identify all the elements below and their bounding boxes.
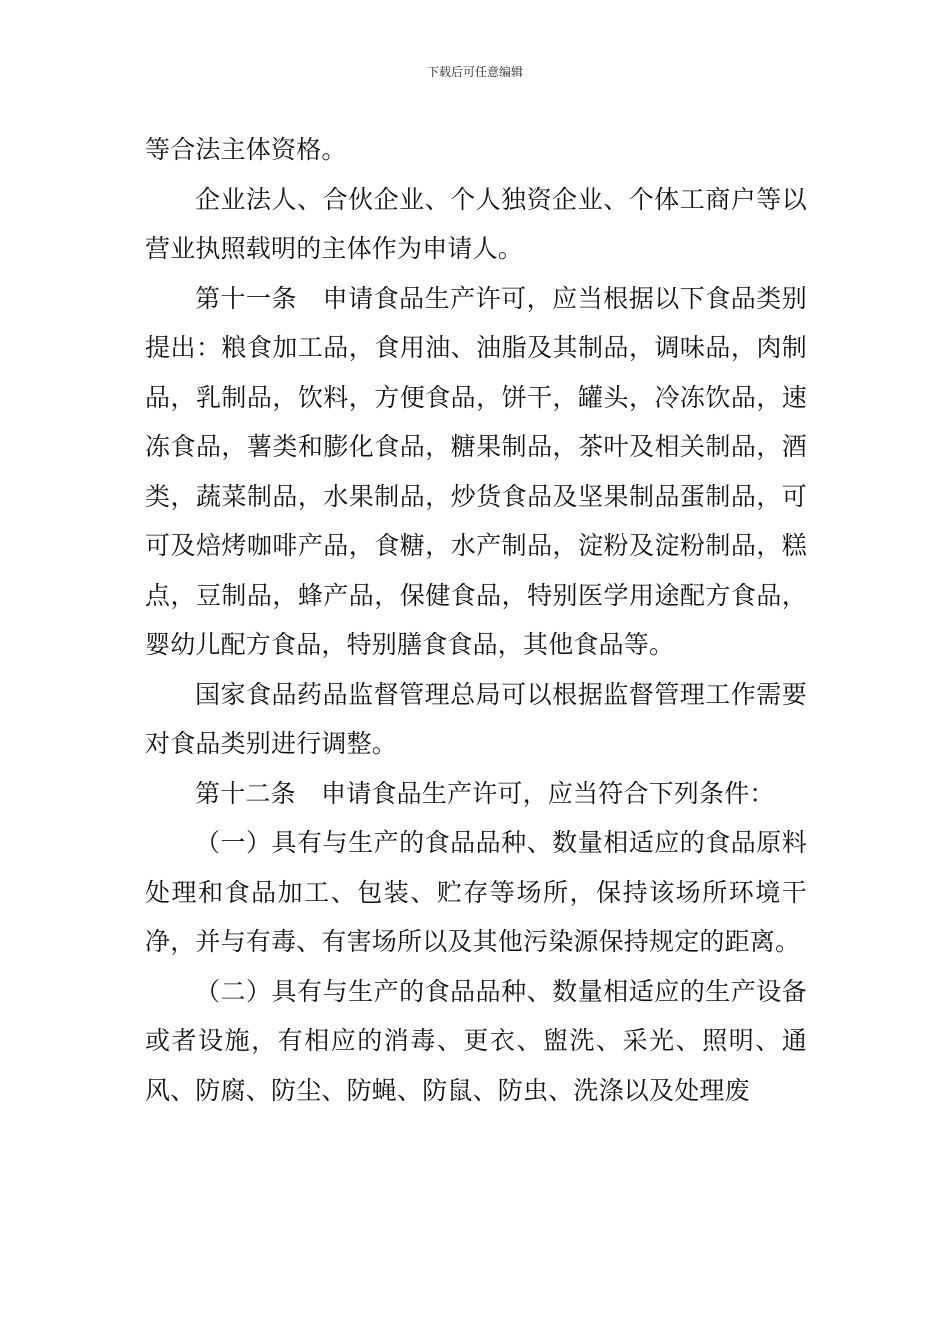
paragraph-condition-2: （二）具有与生产的食品品种、数量相适应的生产设备或者设施，有相应的消毒、更衣、盥洗、采光、照明、通风、防腐、防尘、防蝇、防鼠、防虫、洗涤以及处理废 [145,976,807,1105]
paragraph-adjustment: 国家食品药品监督管理总局可以根据监督管理工作需要对食品类别进行调整。 [145,679,807,758]
document-body [145,125,807,1115]
paragraph-article-11: 第十一条 申请食品生产许可，应当根据以下食品类别提出：粮食加工品，食用油、油脂及其制品，调味品，肉制品，乳制品，饮料，方便食品，饼干，罐头，冷冻饮品，速冻食品，薯类和膨化食品，糖果制品，茶叶及相关制品，酒类，蔬菜制品，水果制品，炒货食品及坚果制品蛋制品，可可及焙烤咖啡产品，食糖，水产制品，淀粉及淀粉制品，糕点，豆制品，蜂产品，保健食品，特别医学用途配方食品，婴幼儿配方食品，特别膳食食品，其他食品等。 [145,283,807,659]
header-note: 下载后可任意编辑 [426,65,523,79]
paragraph-applicant: 企业法人、合伙企业、个人独资企业、个体工商户等以营业执照载明的主体作为申请人。 [145,184,807,263]
paragraph-article-12: 第十二条 申请食品生产许可，应当符合下列条件： [195,778,775,808]
paragraph-condition-1: （一）具有与生产的食品品种、数量相适应的食品原料处理和食品加工、包装、贮存等场所，保持该场所环境干净，并与有毒、有害场所以及其他污染源保持规定的距离。 [145,828,807,956]
paragraph-continuation: 等合法主体资格。 [145,135,347,164]
